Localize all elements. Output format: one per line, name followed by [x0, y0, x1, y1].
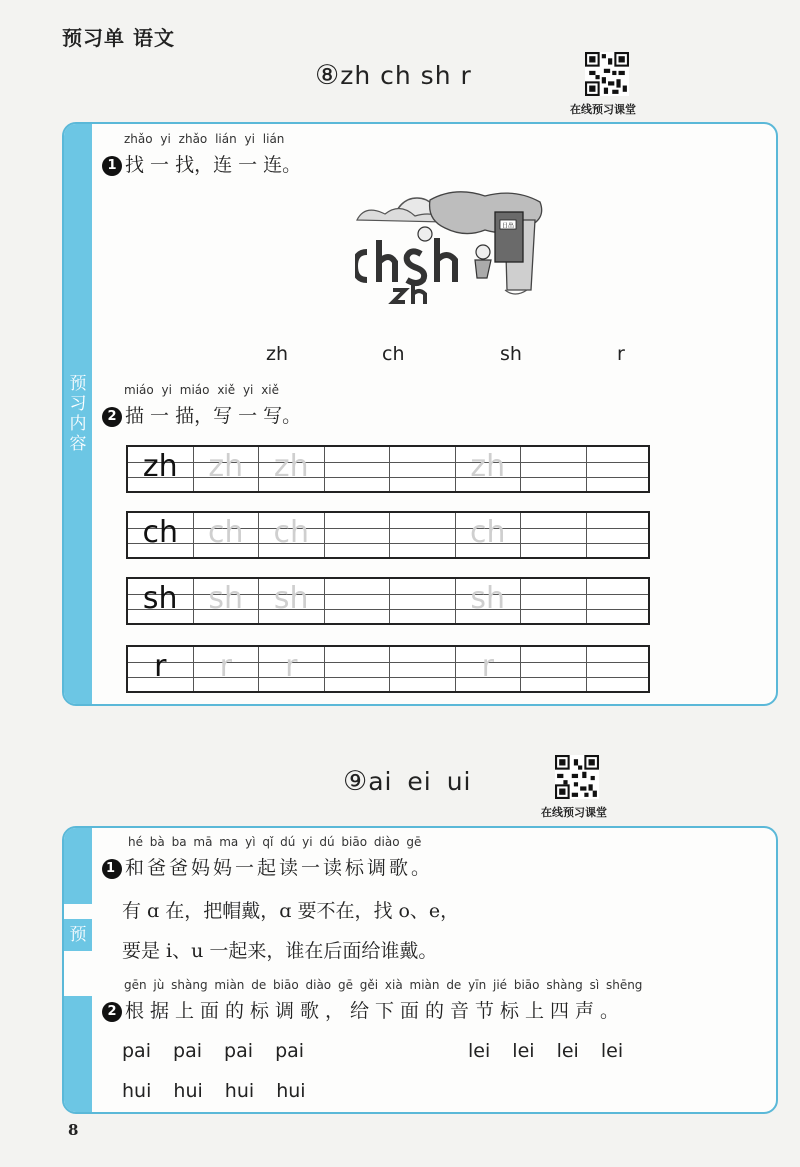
q2-pinyin: miáo yi miáo xiě yi xiě — [124, 383, 280, 397]
writing-cell[interactable] — [194, 579, 260, 623]
writing-cell[interactable] — [325, 447, 391, 491]
trace-letter: zh — [470, 449, 506, 484]
lesson-number: ⑨ — [343, 766, 369, 797]
trace-letter: zh — [208, 449, 244, 484]
q1-instruction — [102, 150, 301, 177]
q2-instruction — [102, 401, 301, 428]
model-letter: r — [154, 649, 167, 684]
panel-side-strip — [64, 124, 92, 704]
lesson-title-text: ai ei ui — [368, 767, 472, 796]
trace-letter: ch — [207, 515, 244, 550]
match-option-zh: zh — [266, 343, 289, 365]
model-letter: ch — [142, 515, 178, 550]
writing-cell[interactable] — [259, 579, 325, 623]
writing-cell[interactable] — [128, 447, 194, 491]
writing-cell[interactable] — [128, 647, 194, 691]
qr-code-icon — [555, 755, 599, 799]
writing-cell[interactable] — [587, 579, 653, 623]
side-label-char: 习 — [69, 394, 87, 414]
writing-cell[interactable] — [128, 513, 194, 557]
writing-cell[interactable] — [456, 647, 522, 691]
syllable-group: hui hui hui hui — [122, 1080, 306, 1102]
writing-cell[interactable] — [259, 647, 325, 691]
lesson-8-title — [315, 60, 472, 91]
trace-letter: r — [285, 649, 298, 684]
writing-cell[interactable] — [325, 513, 391, 557]
trace-letter: r — [481, 649, 494, 684]
match-option-ch: ch — [382, 343, 405, 365]
qr-label-2: 在线预习课堂 — [541, 806, 607, 819]
door-sign-text: 日出 — [502, 222, 515, 230]
writing-cell[interactable] — [456, 579, 522, 623]
s2-q2-text: 根据上面的标调歌，给下面的音节标上四声。 — [125, 1000, 626, 1022]
writing-cell[interactable] — [390, 447, 456, 491]
s2-q1-pinyin: hé bà ba mā ma yì qǐ dú yi dú biāo diào gē — [128, 835, 422, 849]
trace-letter: sh — [273, 581, 309, 616]
writing-cell[interactable] — [456, 513, 522, 557]
trace-letter: sh — [208, 581, 244, 616]
writing-cell[interactable] — [521, 513, 587, 557]
side-label-char: 预 — [69, 374, 87, 394]
panel-side-strip — [64, 996, 92, 1112]
model-letter: sh — [142, 581, 178, 616]
question-number-badge: 2 — [102, 407, 122, 427]
tracing-row — [126, 511, 650, 559]
question-number-badge: 2 — [102, 1002, 122, 1022]
qr-label-1: 在线预习课堂 — [570, 103, 636, 116]
match-option-sh: sh — [500, 343, 522, 365]
writing-cell[interactable] — [521, 447, 587, 491]
writing-cell[interactable] — [325, 579, 391, 623]
writing-cell[interactable] — [259, 513, 325, 557]
syllable-group: pai pai pai pai — [122, 1040, 305, 1062]
writing-cell[interactable] — [259, 447, 325, 491]
writing-cell[interactable] — [587, 647, 653, 691]
writing-cell[interactable] — [194, 513, 260, 557]
writing-cell[interactable] — [521, 579, 587, 623]
side-label-char: 容 — [69, 434, 87, 454]
illustration-drawing — [355, 190, 545, 308]
tone-song-line: 有 ɑ 在，把帽戴，ɑ 要不在，找 o、e， — [122, 900, 460, 922]
writing-cell[interactable] — [128, 579, 194, 623]
side-label-char: 内 — [69, 414, 87, 434]
tracing-row — [126, 645, 650, 693]
lesson-9-title — [343, 766, 472, 797]
writing-cell[interactable] — [456, 447, 522, 491]
trace-letter: ch — [469, 515, 506, 550]
page-header-title: 预习单 语文 — [62, 26, 175, 50]
trace-letter: r — [219, 649, 232, 684]
writing-cell[interactable] — [325, 647, 391, 691]
tone-song-line: 要是 i、u 一起来，谁在后面给谁戴。 — [122, 940, 438, 962]
tracing-row — [126, 577, 650, 625]
side-label-char: 预 — [69, 925, 87, 945]
trace-letter: sh — [470, 581, 506, 616]
writing-cell[interactable] — [521, 647, 587, 691]
writing-cell[interactable] — [390, 647, 456, 691]
lesson-title-text: zh ch sh r — [340, 61, 472, 90]
writing-cell[interactable] — [390, 579, 456, 623]
writing-cell[interactable] — [587, 447, 653, 491]
s2-q1-text: 和爸爸妈妈一起读一读标调歌。 — [125, 857, 434, 879]
qr-code-1[interactable] — [585, 52, 629, 100]
question-number-badge: 1 — [102, 156, 122, 176]
match-option-r: r — [617, 343, 625, 365]
s2-q1-instruction — [102, 853, 433, 880]
syllable-group: lei lei lei lei — [468, 1040, 624, 1062]
q1-pinyin: zhǎo yi zhǎo lián yi lián — [124, 132, 285, 146]
writing-cell[interactable] — [390, 513, 456, 557]
qr-code-2[interactable] — [555, 755, 599, 803]
writing-cell[interactable] — [194, 647, 260, 691]
question-number-badge: 1 — [102, 859, 122, 879]
writing-cell[interactable] — [587, 513, 653, 557]
s2-q2-pinyin: gēn jù shàng miàn de biāo diào gē gěi xià miàn de yīn jié biāo shàng sì shēng — [124, 978, 643, 992]
tracing-row — [126, 445, 650, 493]
lesson-number: ⑧ — [315, 60, 341, 91]
q2-text: 描 一 描，写 一 写。 — [125, 405, 302, 427]
q1-text: 找 一 找，连 一 连。 — [125, 154, 302, 176]
panel-side-strip — [64, 919, 92, 951]
s2-q2-instruction — [102, 996, 625, 1023]
panel-side-strip — [64, 828, 92, 904]
trace-letter: zh — [273, 449, 309, 484]
writing-cell[interactable] — [194, 447, 260, 491]
page-number: 8 — [68, 1121, 79, 1139]
qr-code-icon — [585, 52, 629, 96]
illustration-zh-ch-sh — [355, 190, 545, 308]
trace-letter: ch — [273, 515, 309, 550]
model-letter: zh — [142, 449, 178, 484]
